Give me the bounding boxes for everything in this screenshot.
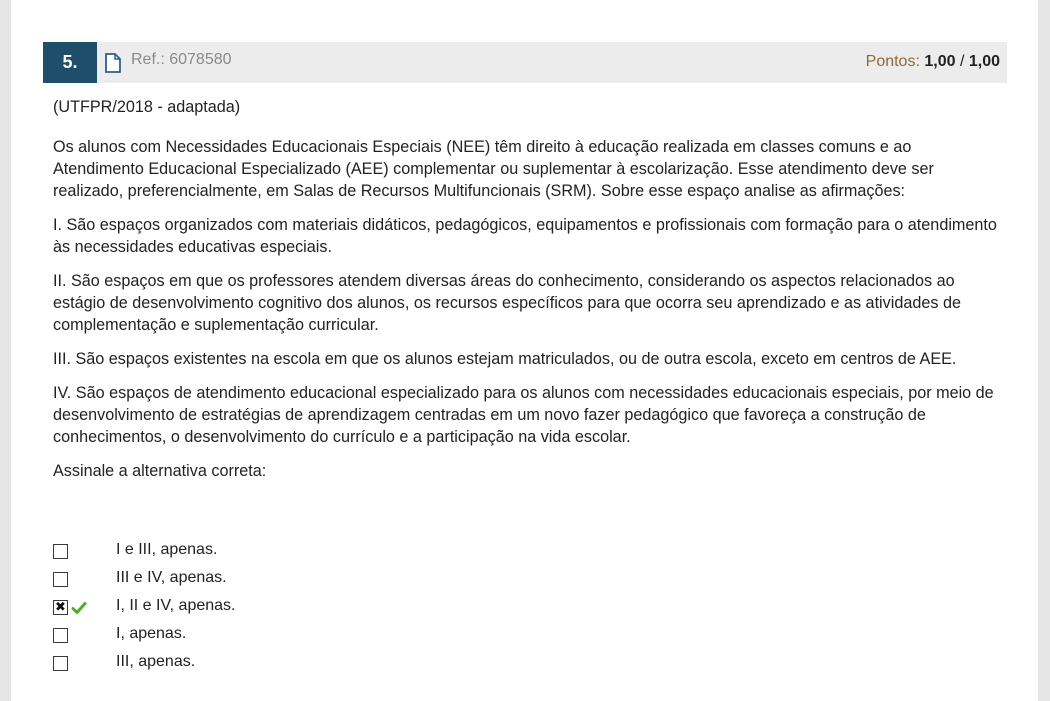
- option-a[interactable]: [53, 541, 653, 569]
- option-checkbox[interactable]: [53, 656, 68, 671]
- points-total: 1,00: [968, 53, 1000, 70]
- question-header: [43, 42, 1007, 83]
- checkmark-icon: [71, 600, 87, 616]
- affirmation-ii: II. São espaços em que os professores atendem diversas áreas do conhecimento, considerando os aspectos relacionados ao estágio de desenvolvimento cognitivo dos alunos, os recursos específicos para que ocorra seu aprendizado e as atividades de complementação e suplementação curricular.: [53, 272, 961, 334]
- option-label[interactable]: I e III, apenas.: [116, 541, 218, 558]
- document-icon: [105, 53, 121, 73]
- option-checkbox[interactable]: [53, 544, 68, 559]
- question-body: [53, 96, 1003, 494]
- option-b[interactable]: [53, 569, 653, 597]
- affirmation-iii: III. São espaços existentes na escola em que os alunos estejam matriculados, ou de outra escola, exceto em centros de AEE.: [53, 350, 957, 368]
- answer-options: [53, 541, 653, 681]
- question-card: [11, 0, 1038, 701]
- points-value: 1,00: [924, 53, 956, 70]
- option-d[interactable]: [53, 625, 653, 653]
- question-number: 5.: [43, 42, 97, 83]
- option-e[interactable]: [53, 653, 653, 681]
- question-source: (UTFPR/2018 - adaptada): [53, 98, 241, 116]
- option-label[interactable]: I, apenas.: [116, 625, 187, 642]
- question-prompt: Assinale a alternativa correta:: [53, 462, 267, 480]
- option-label[interactable]: I, II e IV, apenas.: [116, 597, 236, 614]
- page-edge: [1038, 0, 1050, 701]
- points-separator: /: [959, 53, 965, 70]
- option-checkbox[interactable]: [53, 628, 68, 643]
- option-checkbox[interactable]: [53, 572, 68, 587]
- question-ref: Ref.: 6078580: [131, 51, 232, 68]
- affirmation-iv: IV. São espaços de atendimento educacional especializado para os alunos com necessidades educacionais especiais, por meio de desenvolvimento de estratégias de aprendizagem centradas em um novo fazer pedagógico que favoreça a construção de conhecimentos, o desenvolvimento do currículo e a participação na vida escolar.: [53, 384, 994, 446]
- affirmation-i: I. São espaços organizados com materiais didáticos, pedagógicos, equipamentos e profissionais com formação para o atendimento às necessidades educativas especiais.: [53, 216, 997, 256]
- question-statement: Os alunos com Necessidades Educacionais Especiais (NEE) têm direito à educação realizada em classes comuns e ao Atendimento Educacional Especializado (AEE) complementar ou suplementar à escolarização. Esse atendimento deve ser realizado, preferencialmente, em Salas de Recursos Multifuncionais (SRM). Sobre esse espaço analise as afirmações:: [53, 138, 934, 200]
- option-label[interactable]: III e IV, apenas.: [116, 569, 227, 586]
- points-label: Pontos:: [865, 53, 920, 70]
- option-checkbox-checked[interactable]: ✖: [53, 600, 68, 615]
- option-c[interactable]: [53, 597, 653, 625]
- option-label[interactable]: III, apenas.: [116, 653, 196, 670]
- points: [866, 53, 1000, 71]
